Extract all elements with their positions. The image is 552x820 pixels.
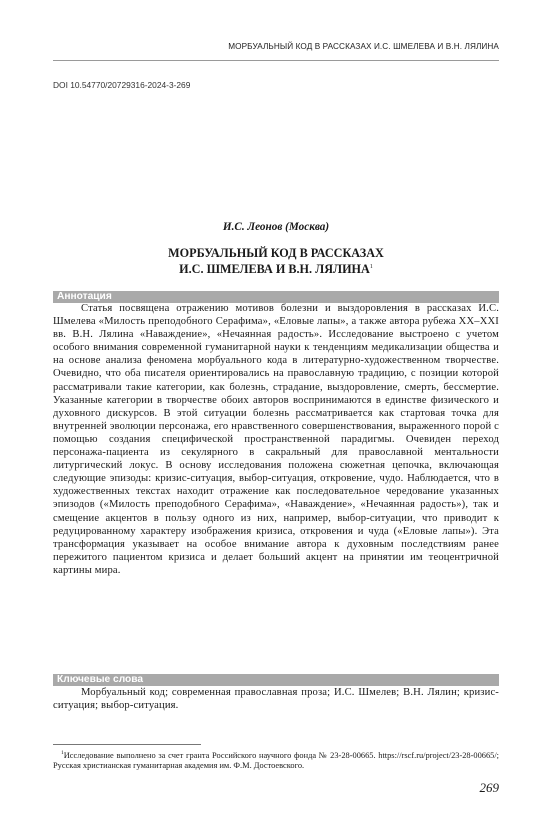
header-rule [53, 60, 499, 61]
page-number: 269 [479, 780, 499, 795]
title-line-2-text: И.С. ШМЕЛЕВА И В.Н. ЛЯЛИНА [179, 261, 370, 276]
keywords-heading: Ключевые слова [53, 674, 499, 686]
footnote-text: Исследование выполнено за счет гранта Российского научного фонда № 23-28-00665. https://rscf.ru/project/23-28-00665/; Русская христианская гуманитарная академия им. Ф.М. Достоевского. [53, 751, 499, 771]
keywords-text: Морбуальный код; современная православная проза; И.С. Шмелев; В.Н. Лялин; кризис-ситуация; выбор-ситуация. [53, 687, 499, 712]
doi: DOI 10.54770/20729316-2024-3-269 [53, 80, 191, 90]
footnote [53, 748, 499, 772]
article-title [53, 247, 499, 276]
footnote-rule [53, 744, 201, 745]
abstract-heading: Аннотация [53, 291, 499, 303]
title-line-2 [53, 261, 499, 277]
title-line-1: МОРБУАЛЬНЫЙ КОД В РАССКАЗАХ [168, 246, 384, 260]
abstract-text: Статья посвящена отражению мотивов болезни и выздоровления в рассказах И.С. Шмелева «Милость преподобного Серафима», «Еловые лапы», а также автора рубежа XX–XXI вв. В.Н. Лялина «Наваждение», «Нечаянная радость». Исследование выстроено с учетом особого внимания современной гуманитарной науки к тенденциям медикализации общества и на основе анализа феномена морбуального кода в литературно-художественном творчестве. Очевидно, что оба писателя ориентировались на православную традицию, с позиции которой рассматривали такие категории, как болезнь, страдание, выздоровление, смерть, бессмертие. Указанные категории в творчестве обоих авторов воспринимаются в единстве физического и духовного дискурсов. В этой ситуации болезнь рассматривается как стартовая точка для внутренней эволюции персонажа, его нравственного совершенствования, выраженного порой с помощью создания специфической пространственной парадигмы. Очевиден переход персонажа-пациента из секулярного в сакральный для православной ментальности литургический локус. В основу исследования положена сюжетная цепочка, включающая следующие эпизоды: кризис-ситуация, выбор-ситуация, откровение, чудо. Наблюдается, что в художественных текстах находит отражение как последовательное чередование указанных эпизодов («Милость преподобного Серафима», «Наваждение», «Нечаянная радость»), так и смещение акцентов в пользу одного из них, например, выбор-ситуации, что приводит к редуцированному характеру изображения кризиса, откровения и чуда («Еловые лапы»). Эта трансформация указывает на особое внимание автора к духовным последствиям ранее пережитого пациентом кризиса и делает больший акцент на принятии им теоцентричной картины мира. [53, 303, 499, 576]
author-line: И.С. Леонов (Москва) [222, 221, 330, 233]
title-footnote-marker: 1 [369, 263, 373, 270]
footnote-marker: 1 [61, 750, 64, 756]
running-head: МОРБУАЛЬНЫЙ КОД В РАССКАЗАХ И.С. ШМЕЛЕВА И В.Н. ЛЯЛИНА [228, 42, 499, 51]
